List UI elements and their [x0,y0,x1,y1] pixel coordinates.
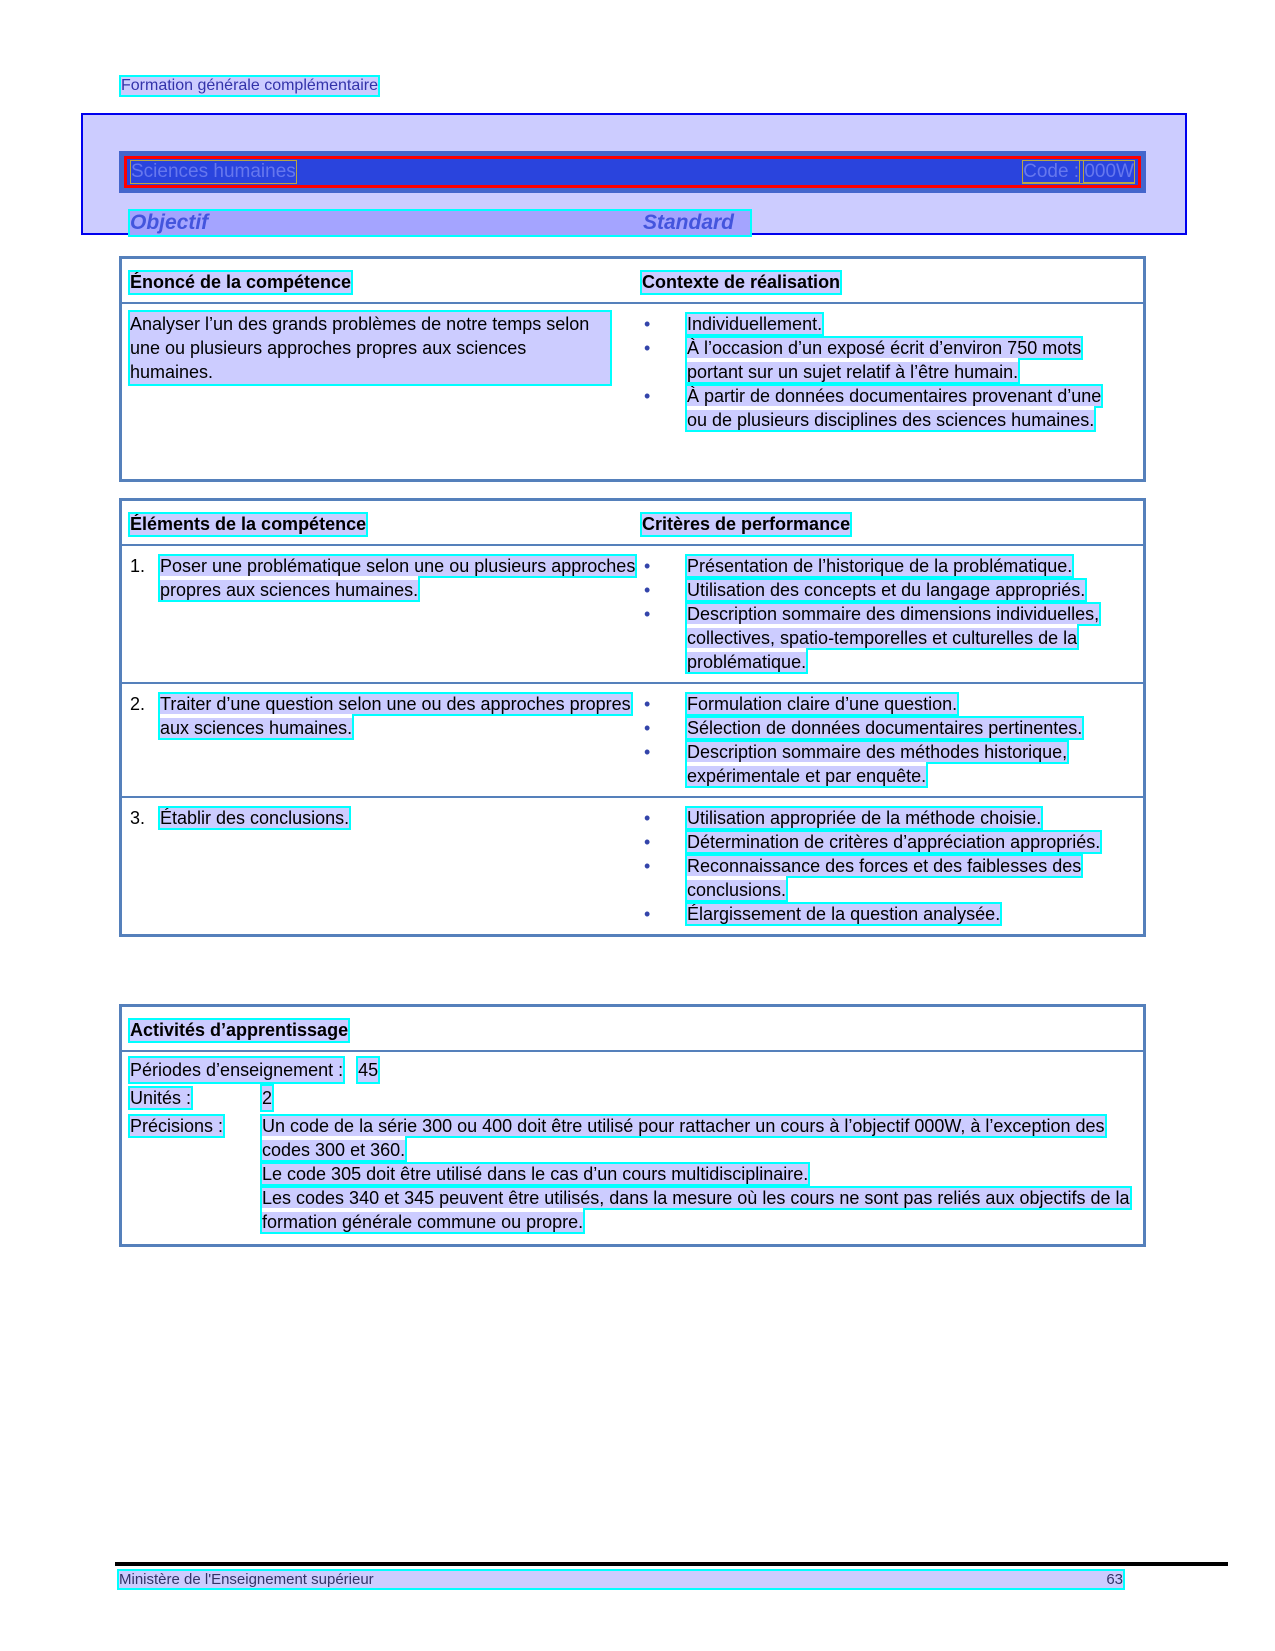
list-item [642,902,1122,926]
competence-table [119,256,1146,482]
list-item [642,854,1122,902]
list-item-text: À l’occasion d’un exposé écrit d’environ 750 mots portant sur un sujet relatif à l’être humain. [687,338,1082,382]
details-line [130,1114,1135,1234]
criteria-list [642,798,1122,934]
bullet-icon: • [644,604,651,624]
page-number: 63 [1106,1571,1123,1588]
code-group [1023,161,1134,183]
page-footer [119,1571,1123,1588]
table-row [122,798,1143,934]
table-row [122,546,1143,684]
bullet-icon: • [644,808,651,828]
bullet-icon: • [644,694,651,714]
units-line [130,1086,1135,1110]
element-text: Traiter d’une question selon une ou des approches propres aux sciences humaines. [160,694,631,738]
column-header: Critères de performance [642,514,851,534]
list-item-text: Reconnaissance des forces et des faiblesses des conclusions. [687,856,1082,900]
list-item [642,830,1122,854]
list-item [642,312,1122,336]
detail-paragraph: Les codes 340 et 345 peuvent être utilisés, dans la mesure où les cours ne sont pas reliés aux objectifs de la formation générale commune ou propre. [262,1188,1130,1232]
code-value: 000W [1084,161,1134,182]
bullet-icon: • [644,856,651,876]
bullet-icon: • [644,580,651,600]
element-item [130,692,640,740]
periods-line [130,1058,1135,1082]
bullet-icon: • [644,742,651,762]
title-bar-inner [124,156,1141,188]
list-item [642,336,1122,384]
bullet-icon: • [644,556,651,576]
detail-paragraph: Un code de la série 300 ou 400 doit être utilisé pour rattacher un cours à l’objectif 000W, à l’exception des codes 300 et 360. [262,1116,1105,1160]
list-item-text: Formulation claire d’une question. [687,694,958,714]
bullet-icon: • [644,338,651,358]
element-item [130,806,640,830]
list-item-text: Description sommaire des dimensions individuelles, collectives, spatio-temporelles et culturelles de la problématique. [687,604,1100,672]
list-item [642,716,1122,740]
bullet-icon: • [644,832,651,852]
element-item [130,554,640,602]
column-header: Contexte de réalisation [642,272,841,292]
table-row [122,304,1143,440]
footer-ministry: Ministère de l'Enseignement supérieur [119,1571,374,1588]
units-value: 2 [262,1088,273,1108]
list-item-text: Utilisation des concepts et du langage appropriés. [687,580,1086,600]
objectif-label: Objectif [130,211,209,234]
running-header: Formation générale complémentaire [121,77,379,94]
list-item [642,692,1122,716]
activities-table [119,1004,1146,1247]
element-text: Établir des conclusions. [160,808,350,828]
periods-label: Périodes d’enseignement : [130,1060,344,1080]
table-header [122,1007,1143,1052]
competence-statement: Analyser l’un des grands problèmes de notre temps selon une ou plusieurs approches propres aux sciences humaines. [130,312,610,384]
units-label: Unités : [130,1088,192,1108]
elements-table [119,498,1146,937]
list-item-text: Utilisation appropriée de la méthode choisie. [687,808,1042,828]
list-item-text: Élargissement de la question analysée. [687,904,1001,924]
list-item-text: À partir de données documentaires provenant d’une ou de plusieurs disciplines des sciences humaines. [687,386,1102,430]
table-header [122,259,1143,304]
list-item-text: Détermination de critères d’appréciation appropriés. [687,832,1101,852]
list-item [642,602,1122,674]
code-label: Code : [1023,161,1080,182]
element-number: 1. [130,556,146,576]
title-bar [119,151,1146,193]
list-item [642,384,1122,432]
element-number: 2. [130,694,146,714]
element-text: Poser une problématique selon une ou plusieurs approches propres aux sciences humaines. [160,556,636,600]
context-list [642,304,1122,440]
list-item-text: Individuellement. [687,314,823,334]
detail-paragraph: Le code 305 doit être utilisé dans le cas d’un cours multidisciplinaire. [262,1164,809,1184]
criteria-list [642,684,1122,796]
element-number: 3. [130,808,146,828]
list-item-text: Présentation de l’historique de la problématique. [687,556,1073,576]
details-label: Précisions : [130,1116,224,1136]
table-row [122,684,1143,798]
list-item-text: Sélection de données documentaires pertinentes. [687,718,1083,738]
periods-value: 45 [358,1060,379,1080]
bullet-icon: • [644,314,651,334]
criteria-list [642,546,1122,682]
table-header [122,501,1143,546]
bullet-icon: • [644,386,651,406]
list-item [642,578,1122,602]
list-item [642,806,1122,830]
activities-body [122,1052,1143,1244]
list-item [642,554,1122,578]
activities-title: Activités d’apprentissage [130,1020,349,1040]
bullet-icon: • [644,904,651,924]
column-header: Éléments de la compétence [130,514,367,534]
details-text [262,1114,1135,1234]
list-item-text: Description sommaire des méthodes historique, expérimentale et par enquête. [687,742,1068,786]
column-header: Énoncé de la compétence [130,272,352,292]
objective-row [130,211,750,235]
footer-rule [115,1562,1228,1566]
list-item [642,740,1122,788]
bullet-icon: • [644,718,651,738]
standard-label: Standard [643,211,735,234]
subject-title: Sciences humaines [131,161,296,182]
